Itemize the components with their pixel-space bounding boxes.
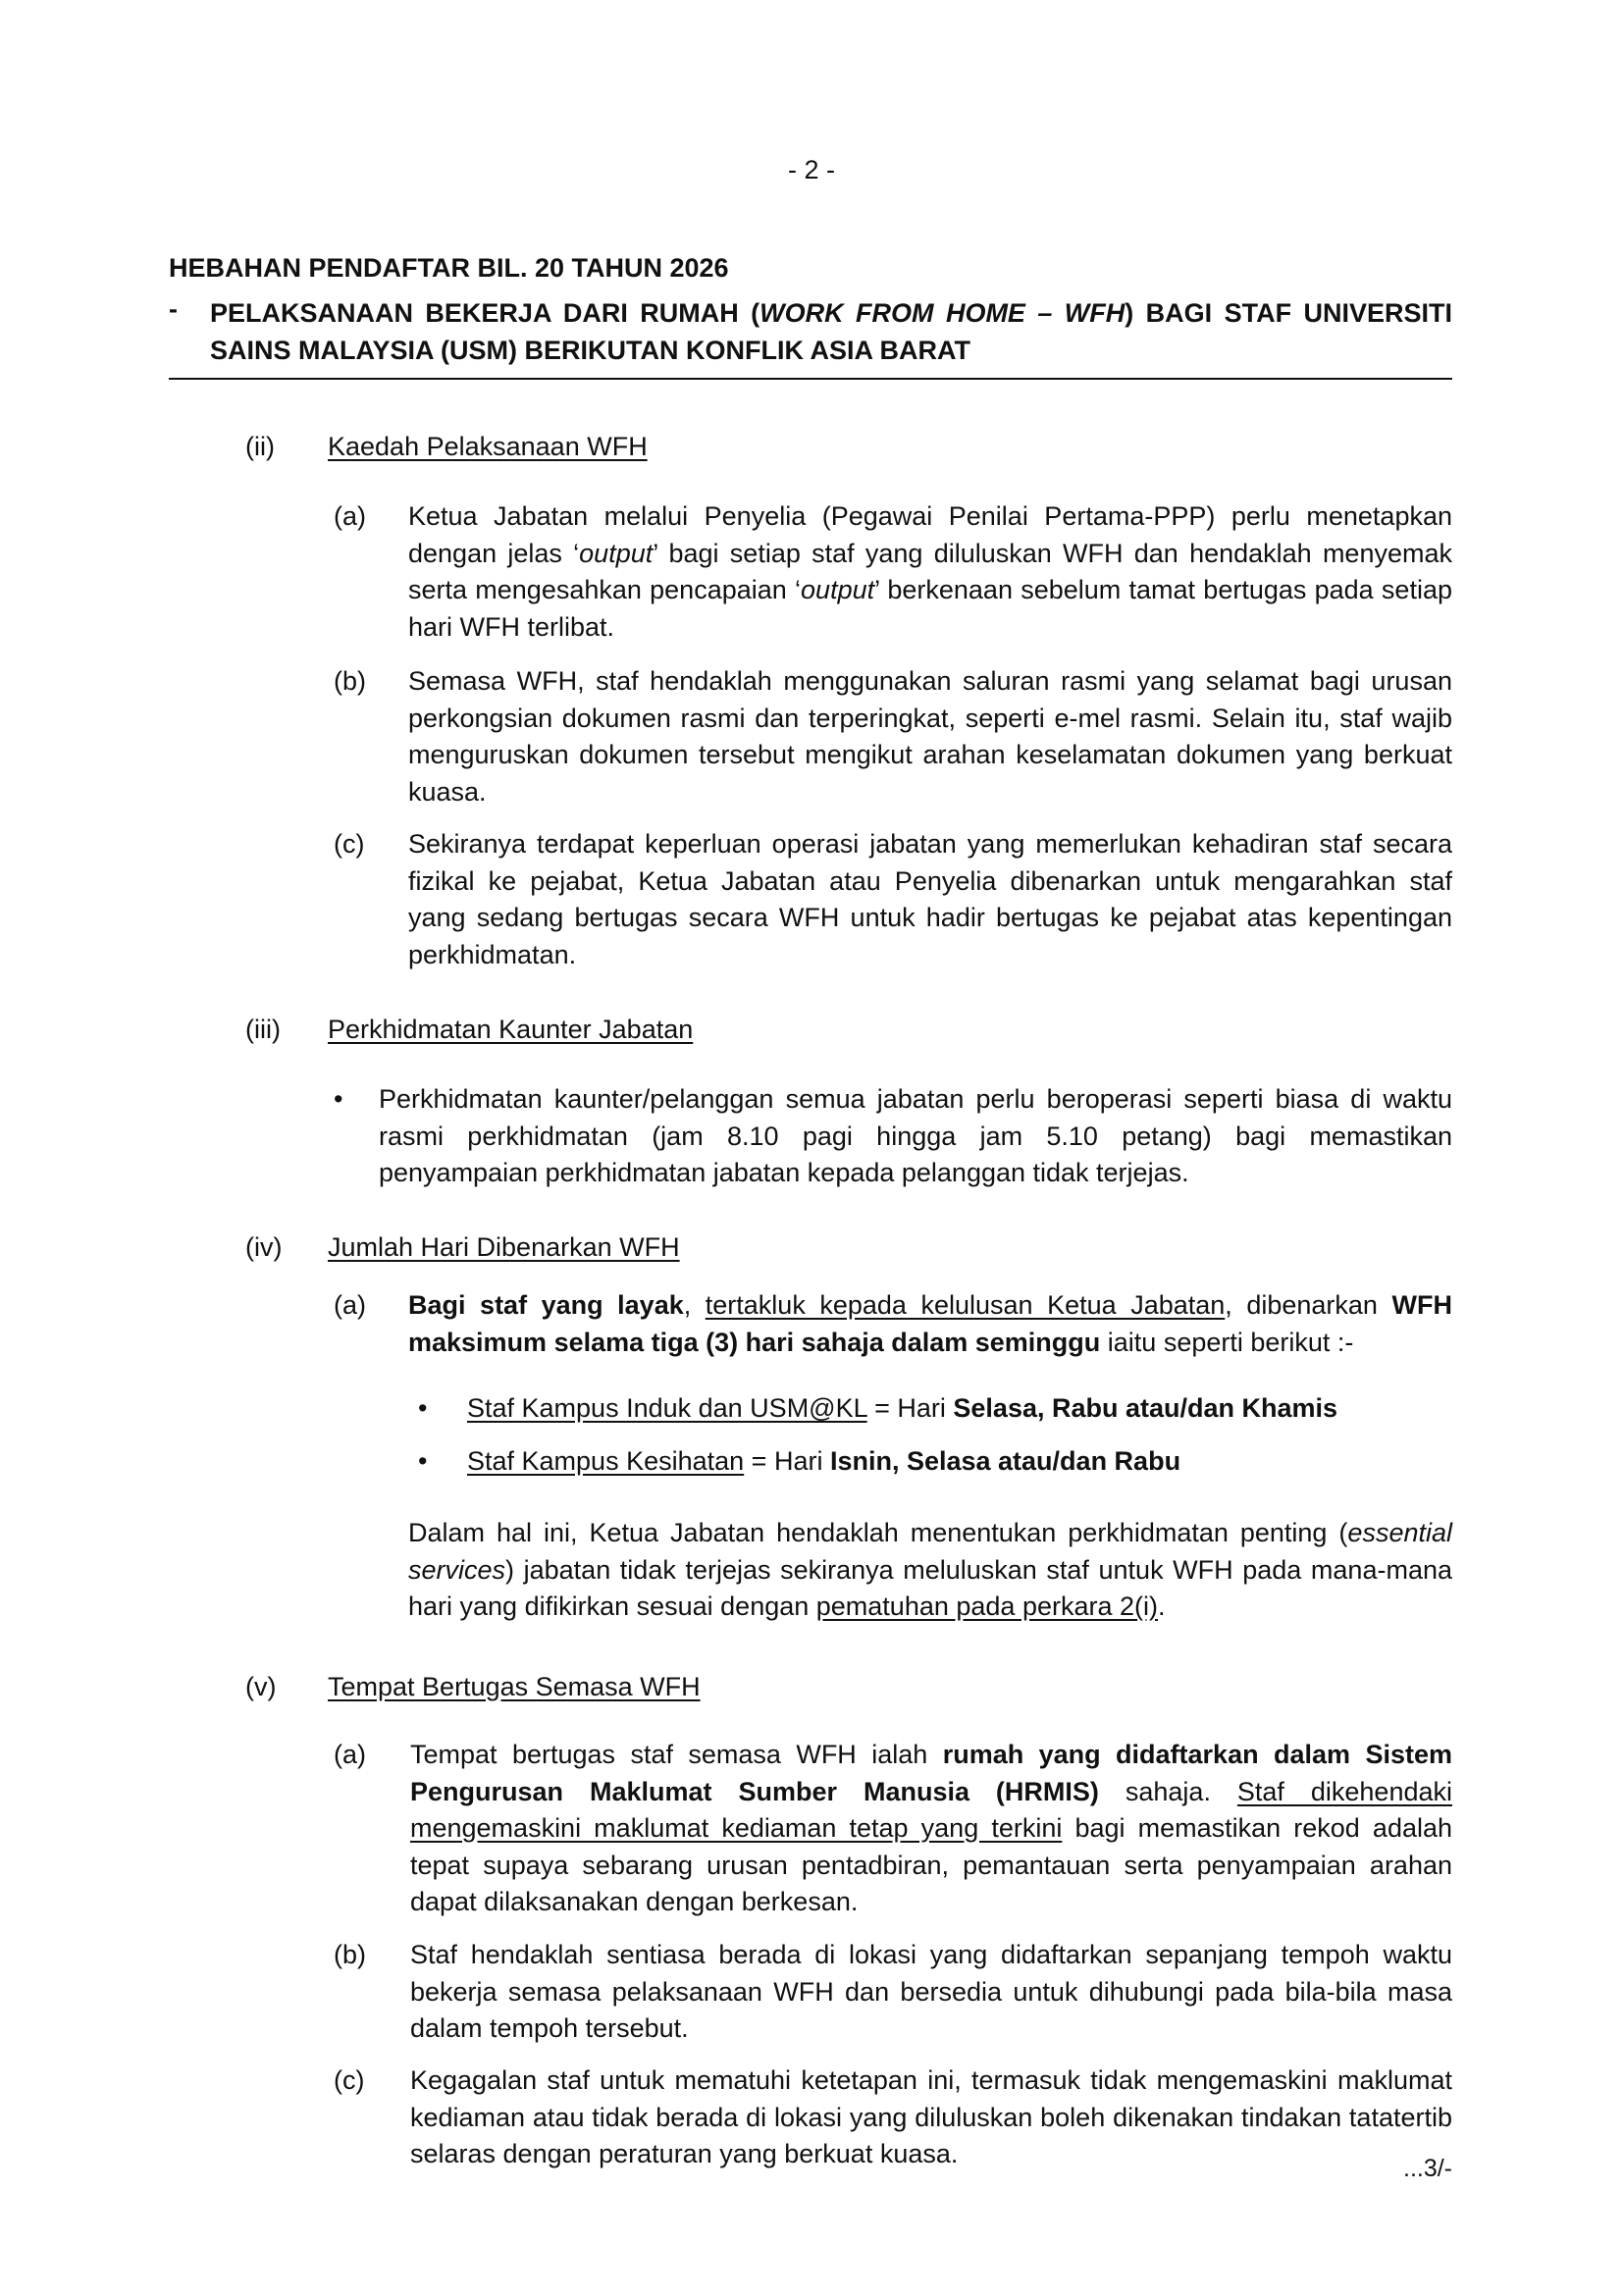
text-run: , dibenarkan <box>1225 1290 1392 1320</box>
text-run: bagi memastikan rekod adalah tepat supaya sebarang urusan pentadbiran, pemantauan serta penyampaian arahan dapat dilaksanakan dengan berkesan. <box>410 1813 1453 1916</box>
item-label: (a) <box>334 501 366 531</box>
text-run: ’ berkenaan sebelum tamat bertugas pada setiap hari WFH terlibat. <box>408 575 1452 642</box>
item-text: Staf hendaklah sentiasa berada di lokasi yang didaftarkan sepanjang tempoh waktu bekerja semasa pelaksanaan WFH dan bersedia untuk dihubungi pada bila-bila masa dalam tempoh tersebut. <box>410 1940 1452 2043</box>
text-run: = Hari <box>866 1393 954 1423</box>
text-run: Ketua Jabatan melalui Penyelia (Pegawai Penilai Pertama-PPP) perlu menetapkan dengan jelas ‘ <box>408 501 1452 568</box>
text-run: = Hari <box>744 1446 830 1476</box>
bullet-text: Perkhidmatan kaunter/pelanggan semua jabatan perlu beroperasi seperti biasa di waktu rasmi perkhidmatan (jam 8.10 pagi hingga jam 5.10 petang) bagi memastikan penyampaian perkhidmatan jabatan kepada pelanggan tidak terjejas. <box>379 1084 1452 1187</box>
text-run: Tempat bertugas staf semasa WFH ialah <box>410 1740 943 1769</box>
page-number: - 2 - <box>787 155 835 184</box>
paragraph-iv-note <box>408 1515 1452 1626</box>
subtitle-part: PELAKSANAAN BEKERJA DARI RUMAH ( <box>210 298 760 328</box>
subtitle-italic: WORK FROM HOME – WFH <box>759 298 1126 328</box>
text-run: , <box>683 1290 706 1320</box>
item-text <box>408 1287 1452 1361</box>
header-divider <box>169 378 1452 380</box>
underlined-run: pematuhan pada perkara 2(i) <box>815 1592 1158 1621</box>
subtitle-dash: - <box>169 294 178 324</box>
italic-run: essential services <box>408 1518 1452 1585</box>
underlined-run: Staf Kampus Induk dan USM@KL <box>467 1393 867 1423</box>
item-label: (c) <box>334 829 365 859</box>
underlined-run: Staf dikehendaki mengemaskini maklumat kediaman tetap yang terkini <box>410 1776 1452 1843</box>
text-run: sahaja. <box>1098 1776 1237 1806</box>
document-title: HEBAHAN PENDAFTAR BIL. 20 TAHUN 2026 <box>169 253 729 283</box>
text-run: ) jabatan tidak terjejas sekiranya meluluskan staf untuk WFH pada mana-mana hari yang difikirkan sesuai dengan <box>408 1554 1452 1621</box>
section-title: Jumlah Hari Dibenarkan WFH <box>328 1232 680 1262</box>
section-title: Kaedah Pelaksanaan WFH <box>328 432 648 461</box>
text-run: . <box>1157 1592 1166 1621</box>
section-title: Tempat Bertugas Semasa WFH <box>328 1672 701 1701</box>
item-label: (a) <box>334 1740 366 1769</box>
item-text: Sekiranya terdapat keperluan operasi jabatan yang memerlukan kehadiran staf secara fizikal ke pejabat, Ketua Jabatan atau Penyelia dibenarkan untuk mengarahkan staf yang sedang bertugas secara WFH untuk hadir bertugas ke pejabat atas kepentingan perkhidmatan. <box>408 829 1452 969</box>
section-number: (iii) <box>245 1015 281 1044</box>
sub-bullet-text <box>467 1393 1337 1424</box>
item-text: Semasa WFH, staf hendaklah menggunakan saluran rasmi yang selamat bagi urusan perkongsian dokumen rasmi dan terperingkat, seperti e-mel rasmi. Selain itu, staf wajib menguruskan dokumen tersebut mengikut arahan keselamatan dokumen yang berkuat kuasa. <box>408 666 1452 807</box>
item-text <box>408 498 1452 646</box>
subtitle-part: ) BAGI STAF UNIVERSITI SAINS MALAYSIA (USM) BERIKUTAN KONFLIK ASIA BARAT <box>210 298 1452 365</box>
section-number: (iv) <box>245 1232 283 1262</box>
item-label: (b) <box>334 666 366 696</box>
text-run: ’ bagi setiap staf yang diluluskan WFH dan hendaklah menyemak serta mengesahkan pencapaian ‘ <box>408 538 1452 604</box>
text-run: iaitu seperti berikut :- <box>1100 1327 1354 1357</box>
bullet-icon: • <box>334 1084 343 1114</box>
bullet-icon: • <box>418 1446 428 1476</box>
bold-run: rumah yang didaftarkan dalam Sistem Pengurusan Maklumat Sumber Manusia (HRMIS) <box>410 1740 1452 1806</box>
section-number: (ii) <box>245 432 275 461</box>
bold-run: Selasa, Rabu atau/dan Khamis <box>953 1393 1338 1423</box>
bold-run: WFH maksimum selama tiga (3) hari sahaja dalam seminggu <box>408 1290 1452 1357</box>
section-number: (v) <box>245 1672 277 1701</box>
section-title: Perkhidmatan Kaunter Jabatan <box>328 1015 694 1044</box>
bold-run: Isnin, Selasa atau/dan Rabu <box>829 1446 1181 1476</box>
italic-run: output <box>801 575 875 604</box>
item-text <box>410 1737 1452 1921</box>
sub-bullet-text <box>467 1446 1180 1477</box>
subtitle-text <box>210 294 1452 369</box>
item-label: (a) <box>334 1290 366 1320</box>
item-text: Kegagalan staf untuk mematuhi ketetapan ini, termasuk tidak mengemaskini maklumat kediaman atau tidak berada di lokasi yang diluluskan boleh dikenakan tindakan tatatertib selaras dengan peraturan yang berkuat kuasa. <box>410 2065 1452 2168</box>
bullet-icon: • <box>418 1393 428 1423</box>
item-label: (c) <box>334 2065 365 2095</box>
continuation-marker: ...3/- <box>1403 2155 1453 2182</box>
bold-run: Bagi staf yang layak <box>408 1290 684 1320</box>
item-label: (b) <box>334 1940 366 1969</box>
italic-run: output <box>579 538 654 568</box>
underlined-run: tertakluk kepada kelulusan Ketua Jabatan <box>705 1290 1226 1320</box>
underlined-run: Staf Kampus Kesihatan <box>467 1446 745 1476</box>
text-run: Dalam hal ini, Ketua Jabatan hendaklah menentukan perkhidmatan penting ( <box>408 1518 1348 1547</box>
